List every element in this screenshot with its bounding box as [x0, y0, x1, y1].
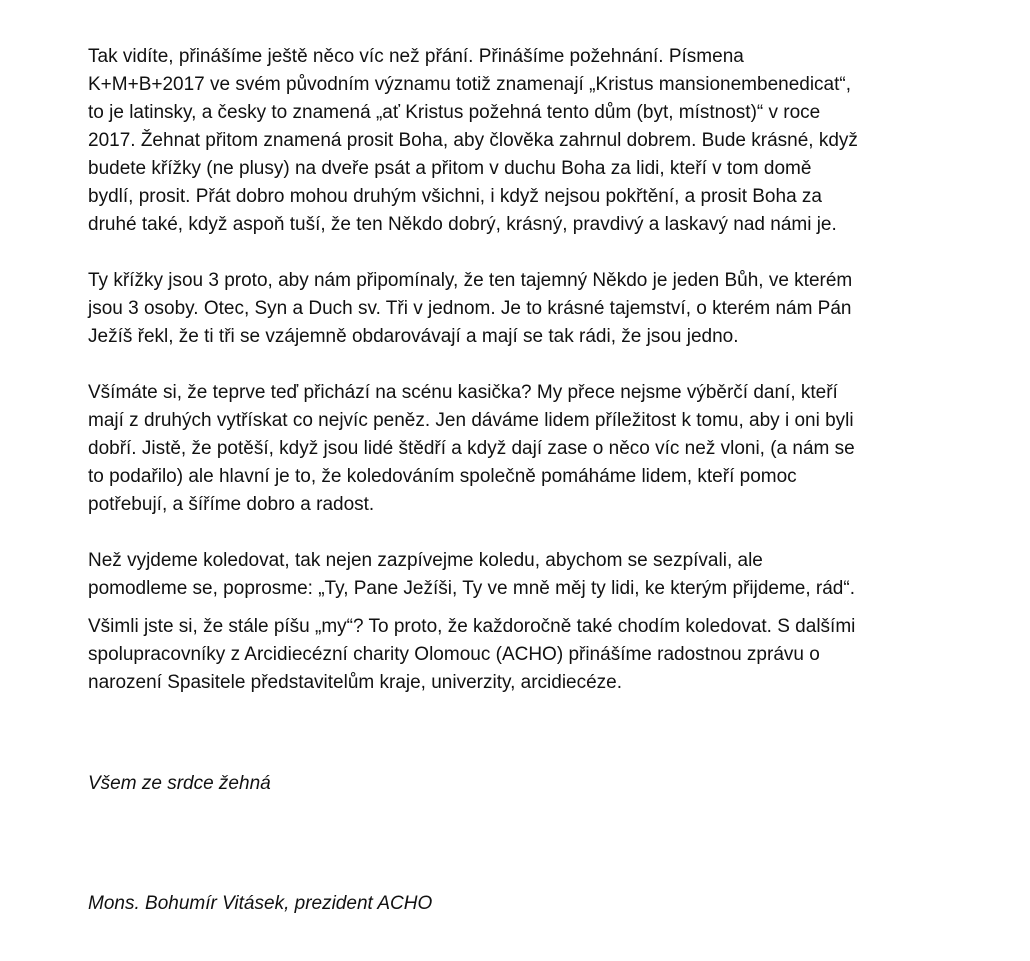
text-line: bydlí, prosit. Přát dobro mohou druhým všichni, i když nejsou pokřtění, a prosit Boha za [88, 186, 822, 207]
text-line: to je latinsky, a česky to znamená „ať Kristus požehná tento dům (byt, místnost)“ v roce [88, 102, 821, 123]
text-line: potřebují, a šíříme dobro a radost. [88, 494, 375, 515]
text-line: budete křížky (ne plusy) na dveře psát a přitom v duchu Boha za lidi, kteří v tom domě [88, 158, 812, 179]
text-line: Všímáte si, že teprve teď přichází na scénu kasička? My přece nejsme výběrčí daní, kteří [88, 382, 838, 403]
text-line: 2017. Žehnat přitom znamená prosit Boha, aby člověka zahrnul dobrem. Bude krásné, když [88, 130, 858, 151]
text-line: Všimli jste si, že stále píšu „my“? To proto, že každoročně také chodím koledovat. S dalšími [88, 616, 856, 637]
text-line: narození Spasitele představitelům kraje, univerzity, arcidiecéze. [88, 672, 623, 693]
text-line: pomodleme se, poprosme: „Ty, Pane Ježíši, Ty ve mně měj ty lidi, ke kterým přijdeme, rád“. [88, 578, 855, 599]
text-line: K+M+B+2017 ve svém původním významu totiž znamenají „Kristus mansionembenedicat“, [88, 74, 852, 95]
paragraph-spacer [88, 351, 968, 379]
text-line: to podařilo) ale hlavní je to, že koledováním společně pomáháme lidem, kteří pomoc [88, 466, 797, 487]
text-line: Tak vidíte, přinášíme ještě něco víc než přání. Přinášíme požehnání. Písmena [88, 46, 744, 67]
text-line: Ježíš řekl, že ti tři se vzájemně obdarovávají a mají se tak rádi, že jsou jedno. [88, 326, 739, 347]
text-line: Ty křížky jsou 3 proto, aby nám připomínaly, že ten tajemný Někdo je jeden Bůh, ve kterém [88, 270, 853, 291]
paragraph-blessing [88, 43, 968, 239]
paragraph-spacer [88, 603, 968, 613]
paragraph-crosses [88, 267, 968, 351]
closing-greeting: Všem ze srdce žehná [88, 773, 271, 794]
paragraph-we-carol [88, 613, 968, 697]
paragraph-collection-box [88, 379, 968, 519]
paragraph-spacer [88, 519, 968, 547]
signature: Mons. Bohumír Vitásek, prezident ACHO [88, 893, 433, 914]
text-line: jsou 3 osoby. Otec, Syn a Duch sv. Tři v jednom. Je to krásné tajemství, o kterém nám Pán [88, 298, 852, 319]
text-line: druhé také, když aspoň tuší, že ten Někdo dobrý, krásný, pravdivý a laskavý nad námi je. [88, 214, 837, 235]
text-line: Než vyjdeme koledovat, tak nejen zazpívejme koledu, abychom se sezpívali, ale [88, 550, 763, 571]
paragraph-spacer [88, 239, 968, 267]
text-line: mají z druhých vytřískat co nejvíc peněz. Jen dáváme lidem příležitost k tomu, aby i oni byli [88, 410, 854, 431]
letter-body [88, 43, 968, 697]
text-line: spolupracovníky z Arcidiecézní charity Olomouc (ACHO) přinášíme radostnou zprávu o [88, 644, 820, 665]
paragraph-prayer [88, 547, 968, 603]
text-line: dobří. Jistě, že potěší, když jsou lidé štědří a když dají zase o něco víc než vloni, (a nám se [88, 438, 855, 459]
